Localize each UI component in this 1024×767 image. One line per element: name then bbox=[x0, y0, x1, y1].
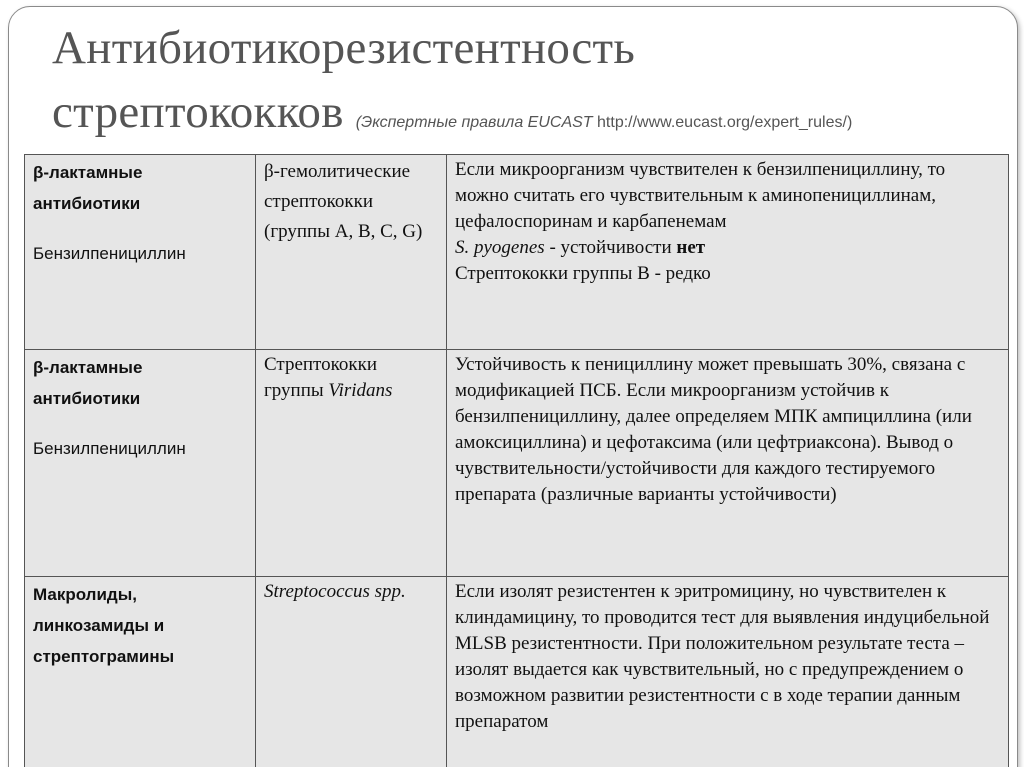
species-name: S. pyogenes bbox=[455, 237, 545, 258]
description-text: Если изолят резистентен к эритромицину, но чувствителен к клиндамицину, то проводится тест для выявления индуцибельной MLSB резистентности. При положительном результате теста – изолят выдается как чувствительный, но с предупреждением о возможном развитии резистентности с в ходе терапии данным препаратом bbox=[455, 581, 990, 732]
table-row bbox=[25, 350, 1009, 577]
antibiotic-cell bbox=[25, 577, 256, 767]
antibiotic-group: β-лактамные антибиотики bbox=[33, 163, 143, 213]
title-line-2 bbox=[52, 80, 1002, 155]
title-note-italic: (Экспертные правила EUCAST bbox=[355, 114, 593, 131]
organism-italic: Viridans bbox=[328, 380, 393, 401]
rules-table bbox=[24, 154, 1009, 767]
organism-cell bbox=[256, 350, 447, 577]
antibiotic-cell bbox=[25, 155, 256, 350]
organism-cell bbox=[256, 577, 447, 767]
antibiotic-drug: Бензилпенициллин bbox=[33, 244, 186, 263]
description-species-line bbox=[455, 235, 1002, 261]
description-cell bbox=[447, 155, 1009, 350]
slide-title bbox=[52, 16, 1002, 155]
antibiotic-group: Макролиды, линкозамиды и стрептограмины bbox=[33, 585, 175, 666]
title-note bbox=[356, 114, 852, 131]
organism-italic: Streptococcus spp. bbox=[264, 581, 406, 602]
description-cell bbox=[447, 350, 1009, 577]
antibiotic-drug: Бензилпенициллин bbox=[33, 439, 186, 458]
table-row bbox=[25, 577, 1009, 767]
title-line-2-text: стрептококков bbox=[52, 86, 344, 138]
description-cell bbox=[447, 577, 1009, 767]
table-row bbox=[25, 155, 1009, 350]
description-text: Если микроорганизм чувствителен к бензилпенициллину, то можно считать его чувствительным к аминопенициллинам, цефалоспоринам и карбапенемам bbox=[455, 159, 946, 232]
description-text-2: - устойчивости bbox=[544, 237, 677, 258]
organism-text: β-гемолитические стрептококки (группы A, B, C, G) bbox=[264, 161, 423, 242]
organism-cell bbox=[256, 155, 447, 350]
antibiotic-cell bbox=[25, 350, 256, 577]
organism-text: Стрептококки группы bbox=[264, 354, 378, 401]
antibiotic-group: β-лактамные антибиотики bbox=[33, 358, 143, 408]
description-bold: нет bbox=[676, 237, 706, 258]
title-line-1: Антибиотикорезистентность bbox=[52, 22, 636, 74]
description-text-3: Стрептококки группы B - редко bbox=[455, 263, 711, 284]
title-note-close: ) bbox=[846, 114, 853, 131]
description-text: Устойчивость к пенициллину может превышать 30%, связана с модификацией ПСБ. Если микроорганизм устойчив к бензилпенициллину, далее определяем МПК ампициллина (или амоксициллина) и цефотаксима (или цефтриаксона). Вывод о чувствительности/устойчивости для каждого тестируемого препарата (различные варианты устойчивости) bbox=[455, 354, 972, 505]
title-note-url[interactable]: http://www.eucast.org/expert_rules/ bbox=[597, 114, 847, 131]
